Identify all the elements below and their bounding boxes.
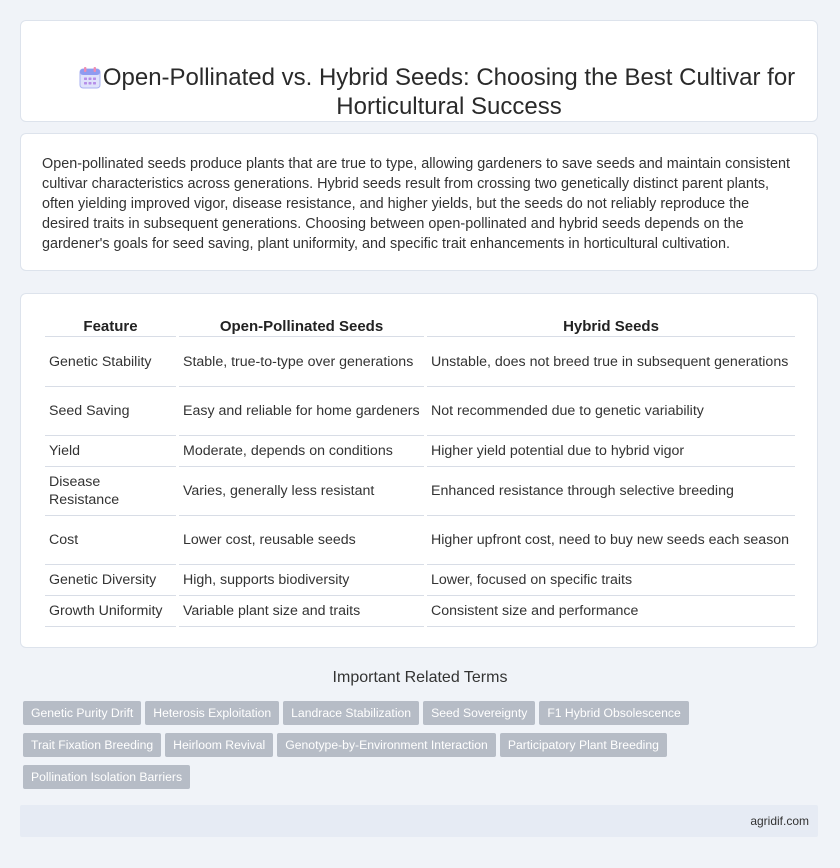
table-cell: Unstable, does not breed true in subsequent generations [427, 337, 795, 387]
comparison-table [42, 315, 798, 627]
related-term-tag[interactable]: Genotype-by-Environment Interaction [277, 733, 496, 757]
related-term-tag[interactable]: Genetic Purity Drift [23, 701, 141, 725]
table-row [45, 596, 795, 627]
table-row [45, 516, 795, 565]
column-header: Feature [45, 315, 176, 337]
table-row [45, 387, 795, 436]
table-cell: Not recommended due to genetic variability [427, 387, 795, 436]
intro-card [20, 133, 818, 271]
page-title: Open-Pollinated vs. Hybrid Seeds: Choosing the Best Cultivar for Horticultural Success [102, 64, 796, 120]
related-term-tag[interactable]: Heirloom Revival [165, 733, 273, 757]
footer-site-link[interactable]: agridif.com [750, 814, 809, 828]
title-card [20, 20, 818, 122]
table-cell: Disease Resistance [45, 467, 176, 516]
calendar-icon [79, 66, 101, 90]
related-term-tag[interactable]: Heterosis Exploitation [145, 701, 279, 725]
related-term-tag[interactable]: Pollination Isolation Barriers [23, 765, 190, 789]
table-cell: Yield [45, 436, 176, 467]
table-row [45, 436, 795, 467]
table-cell: Genetic Stability [45, 337, 176, 387]
table-cell: Stable, true-to-type over generations [179, 337, 424, 387]
column-header: Hybrid Seeds [427, 315, 795, 337]
table-cell: Enhanced resistance through selective breeding [427, 467, 795, 516]
table-cell: Consistent size and performance [427, 596, 795, 627]
table-cell: Lower, focused on specific traits [427, 565, 795, 596]
related-term-tag[interactable]: Trait Fixation Breeding [23, 733, 161, 757]
footer [20, 805, 818, 837]
related-term-tag[interactable]: Seed Sovereignty [423, 701, 535, 725]
related-term-tag[interactable]: Landrace Stabilization [283, 701, 419, 725]
related-term-tag[interactable]: Participatory Plant Breeding [500, 733, 667, 757]
table-cell: Lower cost, reusable seeds [179, 516, 424, 565]
table-header-row [45, 315, 795, 337]
table-row [45, 467, 795, 516]
table-cell: Higher upfront cost, need to buy new seeds each season [427, 516, 795, 565]
table-cell: Cost [45, 516, 176, 565]
table-cell: Easy and reliable for home gardeners [179, 387, 424, 436]
table-cell: Growth Uniformity [45, 596, 176, 627]
table-cell: Variable plant size and traits [179, 596, 424, 627]
table-cell: Higher yield potential due to hybrid vigor [427, 436, 795, 467]
column-header: Open-Pollinated Seeds [179, 315, 424, 337]
table-row [45, 565, 795, 596]
intro-paragraph: Open-pollinated seeds produce plants that are true to type, allowing gardeners to save seeds and maintain consistent cultivar characteristics across generations. Hybrid seeds result from crossing two genetically distinct parent plants, often yielding improved vigor, disease resistance, and higher yields, but the seeds do not reliably reproduce the desired traits in subsequent generations. Choosing between open-pollinated and hybrid seeds depends on the gardener's goals for seed saving, plant uniformity, and specific trait enhancements in horticultural cultivation. [42, 156, 790, 252]
table-cell: Moderate, depends on conditions [179, 436, 424, 467]
table-cell: Seed Saving [45, 387, 176, 436]
related-terms-tags [23, 701, 813, 797]
table-cell: Genetic Diversity [45, 565, 176, 596]
table-cell: Varies, generally less resistant [179, 467, 424, 516]
comparison-table-card [20, 293, 818, 648]
related-terms-heading: Important Related Terms [332, 669, 508, 686]
related-term-tag[interactable]: F1 Hybrid Obsolescence [539, 701, 688, 725]
table-cell: High, supports biodiversity [179, 565, 424, 596]
table-row [45, 337, 795, 387]
